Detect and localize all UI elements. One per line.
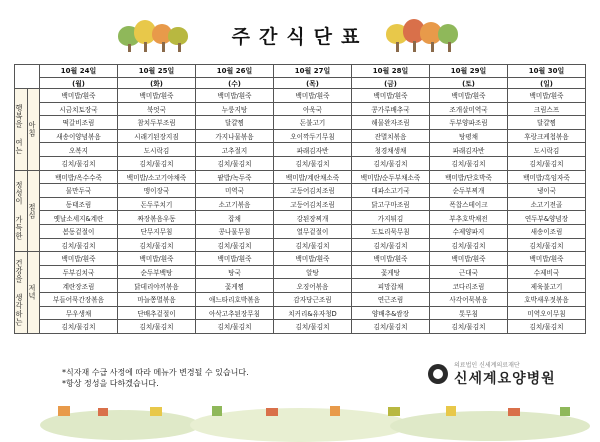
menu-item: 순두부찌개 [430,184,508,198]
menu-item: 코다리조림 [430,279,508,293]
menu-item: 김치/물김치 [196,320,274,334]
menu-item: 백미밥/흰죽 [352,252,430,266]
menu-item: 백미밥/단호박죽 [430,170,508,184]
hospital-logo-icon [428,364,448,384]
menu-item: 김치/물김치 [196,156,274,170]
menu-item: 도시락김 [118,143,196,157]
menu-item: 백미밥/소고기야채죽 [118,170,196,184]
menu-item: 고추절지 [196,143,274,157]
menu-item: 달걀찜 [508,116,586,130]
menu-item: 김치/물김치 [118,320,196,334]
menu-row [15,156,586,170]
menu-item: 피망잡채 [352,279,430,293]
meal-name-cell [28,252,40,334]
menu-item: 가지튀김 [352,211,430,225]
day-weekday: (토) [430,78,508,89]
menu-item: 물만두국 [40,184,118,198]
menu-item: 김치/물김치 [352,320,430,334]
menu-item: 마늘쫑멸볶음 [118,292,196,306]
menu-item: 계란장조림 [40,279,118,293]
menu-item: 짜장볶음우동 [118,211,196,225]
footer-village-decoration [0,398,600,424]
menu-row [15,320,586,334]
day-date: 10월 28일 [352,65,430,78]
house-icon [98,408,108,416]
menu-item: 누룽지탕 [196,102,274,116]
house-icon [150,407,162,416]
menu-item: 김치/물김치 [508,156,586,170]
house-icon [212,406,222,416]
day-weekday: (수) [196,78,274,89]
menu-row [15,170,586,184]
menu-item: 김치/물김치 [508,238,586,252]
house-icon [388,407,400,416]
menu-item: 백미밥/흰죽 [40,89,118,103]
menu-item: 도토리묵무침 [352,224,430,238]
menu-item: 연두부&양념장 [508,211,586,225]
menu-row [15,184,586,198]
menu-item: 감자당근조림 [274,292,352,306]
menu-item: 탕평채 [430,129,508,143]
menu-item: 김치/물김치 [118,238,196,252]
menu-item: 아삭고추된장무침 [196,306,274,320]
menu-item: 돈불고기 [274,116,352,130]
menu-row [15,224,586,238]
menu-item: 탕국 [196,265,274,279]
meal-slogan: 정성이 가득한 [15,181,24,241]
menu-item: 김치/물김치 [274,320,352,334]
menu-item: 팥밥/녹두죽 [196,170,274,184]
menu-item: 김치/물김치 [40,320,118,334]
day-weekday: (목) [274,78,352,89]
menu-item: 톳무침 [430,306,508,320]
menu-item: 콩가루배추국 [352,102,430,116]
menu-item: 새송이조림 [508,224,586,238]
menu-item: 옛날소세지&계란 [40,211,118,225]
menu-row [15,143,586,157]
meal-name: 점심 [28,202,37,220]
weekday-header-row [15,78,586,89]
menu-item: 백미밥/옥수수죽 [40,170,118,184]
house-icon [330,406,340,416]
page-title: 주간식단표 [231,26,369,48]
menu-item: 백미밥/흰죽 [508,89,586,103]
menu-item: 콩나물무침 [196,224,274,238]
menu-item: 가지나물볶음 [196,129,274,143]
menu-item: 청경채생채 [352,143,430,157]
menu-item: 김치/물김치 [196,238,274,252]
menu-item: 백미밥/계란채소죽 [274,170,352,184]
menu-item: 고등어김치조림 [274,197,352,211]
menu-row [15,292,586,306]
menu-item: 오징어볶음 [274,279,352,293]
day-date: 10월 30일 [508,65,586,78]
menu-item: 달걀찜 [196,116,274,130]
meal-slogan-cell [15,252,28,334]
menu-item: 열무겉절이 [274,224,352,238]
day-weekday: (금) [352,78,430,89]
menu-item: 파래김자반 [430,143,508,157]
menu-item: 도시락김 [508,143,586,157]
menu-item: 치커리&유자청D [274,306,352,320]
menu-item: 후랑크케첩볶음 [508,129,586,143]
menu-row [15,102,586,116]
menu-item: 순두부백탕 [118,265,196,279]
menu-item: 김치/물김치 [274,238,352,252]
menu-item: 조개살미역국 [430,102,508,116]
meal-slogan-cell [15,170,28,252]
menu-item: 백미밥/흰죽 [118,89,196,103]
menu-item: 백미밥/흰죽 [352,89,430,103]
menu-item: 해물완자조림 [352,116,430,130]
menu-item: 김치/물김치 [508,320,586,334]
right-tree-decoration [386,16,466,54]
meal-name-cell [28,170,40,252]
menu-item: 무우생채 [40,306,118,320]
menu-item: 꽃게찜 [196,279,274,293]
house-icon [508,408,520,416]
weekly-menu-table [14,64,586,334]
menu-item: 북엇국 [118,102,196,116]
menu-item: 백미밥/흰죽 [508,252,586,266]
menu-item: 김치/물김치 [430,238,508,252]
menu-item: 닭고구마조림 [352,197,430,211]
menu-item: 고등어김치조림 [274,184,352,198]
meal-slogan: 건강을 생각하는 [15,258,24,327]
notes [62,367,249,389]
menu-item: 백미밥/흰죽 [274,89,352,103]
logo-hospital-name: 신세계요양병원 [454,371,556,387]
menu-item: 떡갈비조림 [40,116,118,130]
menu-item: 오이깍두기무침 [274,129,352,143]
hospital-logo [428,362,588,386]
menu-item: 백미밥/흰죽 [430,89,508,103]
menu-item: 시금치토장국 [40,102,118,116]
day-weekday: (월) [40,78,118,89]
menu-item: 미역국 [196,184,274,198]
menu-item: 백미밥/흰죽 [118,252,196,266]
menu-item: 부추호박채전 [430,211,508,225]
menu-item: 봄동겉절이 [40,224,118,238]
menu-row [15,279,586,293]
menu-item: 김치/물김치 [352,156,430,170]
header [0,0,600,62]
menu-row [15,197,586,211]
menu-item: 돈두루치기 [118,197,196,211]
house-icon [58,406,70,416]
meal-name: 아침 [28,121,37,138]
menu-row [15,306,586,320]
menu-item: 김치/물김치 [118,156,196,170]
day-date: 10월 29일 [430,65,508,78]
menu-item: 소고기전골 [508,197,586,211]
menu-row [15,265,586,279]
meal-name-cell [28,89,40,171]
menu-item: 수제비국 [508,265,586,279]
note-line: *항상 정성을 다하겠습니다. [62,379,159,388]
menu-item: 잔멸치볶음 [352,129,430,143]
meal-name: 저녁 [28,284,37,301]
menu-item: 잡채 [196,211,274,225]
date-header-row [15,65,586,78]
menu-item: 애느타리호박볶음 [196,292,274,306]
menu-item: 오복지 [40,143,118,157]
menu-item: 백미밥/흰죽 [196,252,274,266]
menu-item: 김치/물김치 [40,238,118,252]
menu-item: 시래기된장지짐 [118,129,196,143]
day-weekday: (일) [508,78,586,89]
menu-item: 아욱국 [274,102,352,116]
house-icon [266,408,278,416]
menu-row [15,238,586,252]
menu-item: 소고기볶음 [196,197,274,211]
menu-item: 두부양파조림 [430,116,508,130]
house-icon [446,406,456,416]
menu-row [15,252,586,266]
menu-item: 수제양파지 [430,224,508,238]
meal-slogan-cell [15,89,28,171]
menu-item: 사각어묵볶음 [430,292,508,306]
menu-item: 냉이국 [508,184,586,198]
menu-item: 부들어묵간장볶음 [40,292,118,306]
menu-item: 제육불고기 [508,279,586,293]
menu-item: 강된장찌개 [274,211,352,225]
menu-item: 파래김자반 [274,143,352,157]
menu-row [15,211,586,225]
menu-item: 호박새우젓볶음 [508,292,586,306]
day-date: 10월 24일 [40,65,118,78]
menu-item: 두부김치국 [40,265,118,279]
menu-item: 알탕 [274,265,352,279]
day-date: 10월 25일 [118,65,196,78]
day-date: 10월 27일 [274,65,352,78]
menu-item: 단무지무침 [118,224,196,238]
menu-item: 김치/물김치 [430,320,508,334]
menu-item: 김치/물김치 [430,156,508,170]
menu-item: 참치두부조림 [118,116,196,130]
menu-item: 김치/물김치 [40,156,118,170]
menu-item: 백미밥/흰죽 [196,89,274,103]
menu-row [15,129,586,143]
menu-item: 양배추&쌈장 [352,306,430,320]
menu-item: 백미밥/순두부채소죽 [352,170,430,184]
menu-item: 김치/물김치 [352,238,430,252]
day-weekday: (화) [118,78,196,89]
menu-item: 근대국 [430,265,508,279]
note-line: *식자재 수급 사정에 따라 메뉴가 변경될 수 있습니다. [62,368,249,377]
menu-item: 백미밥/흰죽 [274,252,352,266]
menu-item: 김치/물김치 [274,156,352,170]
day-date: 10월 26일 [196,65,274,78]
menu-row [15,89,586,103]
menu-item: 단배추겉절이 [118,306,196,320]
meal-slogan: 행복을 여는 [15,103,24,155]
menu-item: 꽃게탕 [352,265,430,279]
logo-foundation-text: 의료법인 신세계의료재단 [454,362,520,369]
menu-body [15,89,586,334]
menu-item: 미역오이무침 [508,306,586,320]
menu-item: 닭데리야끼볶음 [118,279,196,293]
menu-item: 폭찹스테이크 [430,197,508,211]
menu-item: 크림스프 [508,102,586,116]
menu-item: 대파소고기국 [352,184,430,198]
menu-item: 백미밥/흰죽 [40,252,118,266]
menu-item: 연근조림 [352,292,430,306]
menu-item: 새송이양념볶음 [40,129,118,143]
menu-item: 동태조림 [40,197,118,211]
menu-row [15,116,586,130]
menu-item: 백미밥/흰죽 [430,252,508,266]
menu-item: 맹이장국 [118,184,196,198]
house-icon [560,407,570,416]
corner-cell [15,65,40,89]
menu-item: 백미밥/흑임자죽 [508,170,586,184]
